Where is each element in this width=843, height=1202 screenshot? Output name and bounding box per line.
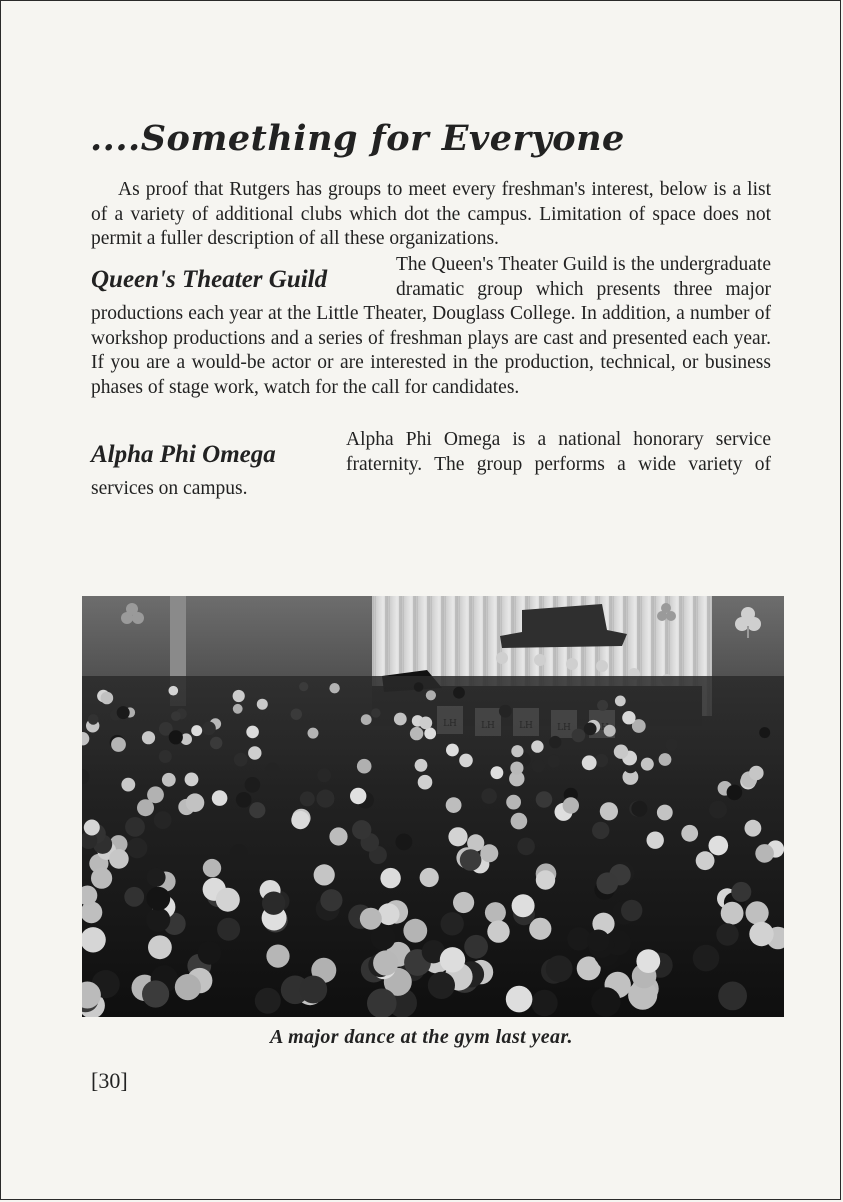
dancer-head — [410, 727, 423, 740]
section-alpha-phi-omega — [91, 428, 771, 502]
dancer-head — [718, 982, 747, 1011]
dancer-head — [420, 868, 439, 887]
dancer-head — [245, 777, 261, 793]
dancer-head — [291, 709, 302, 720]
dancer-head — [121, 778, 135, 792]
dancer-head — [248, 746, 261, 759]
dancer-head — [512, 894, 535, 917]
dancer-head — [230, 844, 248, 862]
dancer-head — [716, 923, 738, 945]
dancer-head — [681, 825, 698, 842]
dancer-head — [749, 922, 773, 946]
dancer-head — [291, 811, 309, 829]
dancer-head — [317, 768, 331, 782]
dancer-head — [572, 729, 586, 743]
dancer-head — [142, 980, 169, 1007]
dancer-head — [246, 726, 259, 739]
dancer-head — [546, 955, 573, 982]
dancer-head — [596, 872, 618, 894]
dancer-head — [127, 838, 148, 859]
dancer-head — [257, 699, 268, 710]
dancer-head — [531, 990, 557, 1016]
dancer-head — [592, 822, 609, 839]
dancer-head — [329, 683, 339, 693]
dancer-head — [159, 750, 172, 763]
section-heading: Queen's Theater Guild — [91, 266, 328, 293]
dancer-head — [584, 723, 597, 736]
dancer-head — [91, 868, 112, 889]
dancer-head — [631, 801, 647, 817]
dancer-head — [481, 788, 497, 804]
dancer-head — [415, 759, 428, 772]
dancer-head — [361, 714, 372, 725]
dancer-head — [414, 682, 424, 692]
dancer-head — [506, 795, 521, 810]
section-body: Alpha Phi Omega is a national honorary service fraternity. The group performs a wide variety of services on campus. — [91, 429, 771, 499]
dance-photo — [82, 596, 784, 1017]
section-heading: Alpha Phi Omega — [91, 441, 276, 468]
dancer-head — [464, 935, 488, 959]
dancer-head — [615, 696, 626, 707]
dancer-head — [604, 725, 616, 737]
dancer-head — [511, 745, 523, 757]
dancer-head — [299, 976, 327, 1004]
dancer-head — [657, 805, 673, 821]
dancer-head — [320, 889, 342, 911]
dancer-head — [101, 692, 114, 705]
dancer-head — [185, 773, 199, 787]
dancer-head — [357, 759, 372, 774]
dancer-head — [460, 849, 482, 871]
dancer-head — [147, 786, 164, 803]
dancer-head — [597, 700, 608, 711]
dancer-head — [536, 870, 555, 889]
dancer-head — [510, 762, 523, 775]
dancer-head — [622, 711, 635, 724]
dancer-head — [453, 892, 474, 913]
dancer-head — [234, 753, 248, 767]
page-number: [30] — [91, 1068, 128, 1093]
dancer-head — [171, 711, 181, 721]
dancer-head — [721, 902, 744, 925]
dancer-head — [440, 947, 465, 972]
dancer-head — [367, 989, 397, 1018]
dancer-head — [403, 919, 427, 943]
dancer-head — [217, 918, 240, 941]
dancer-head — [109, 849, 129, 869]
dancer-head — [745, 820, 762, 837]
dancer-head — [446, 744, 459, 757]
dancer-head — [441, 912, 464, 935]
dancer-head — [549, 736, 561, 748]
dancer-head — [532, 759, 545, 772]
dancer-head — [162, 773, 176, 787]
dancer-head — [418, 775, 433, 790]
dancer-head — [459, 754, 473, 768]
dancer-head — [233, 690, 245, 702]
dancer-head — [360, 908, 382, 930]
dancer-head — [665, 738, 677, 750]
dancer-head — [169, 730, 183, 744]
dancer-head — [316, 790, 334, 808]
dancer-head — [88, 714, 99, 725]
dancer-head — [147, 868, 166, 887]
dancer-head — [480, 844, 498, 862]
dancer-head — [755, 844, 774, 863]
dancer-head — [446, 797, 462, 813]
dancer-head — [511, 813, 528, 830]
dancer-head — [426, 690, 436, 700]
dancer-head — [567, 927, 590, 950]
dancer-head — [709, 801, 727, 819]
dancer-head — [266, 945, 289, 968]
dancer-head — [746, 901, 769, 924]
dancer-head — [329, 827, 347, 845]
dancer-head — [169, 686, 179, 696]
dancer-head — [249, 802, 265, 818]
dancer-head — [448, 827, 467, 846]
dancer-head — [419, 717, 432, 730]
dancer-head — [117, 706, 130, 719]
dancer-head — [352, 820, 371, 839]
dancer-head — [614, 745, 628, 759]
dancer-head — [709, 836, 729, 856]
dancer-head — [517, 838, 535, 856]
dancer-head — [563, 797, 579, 813]
dancer-head — [236, 792, 252, 808]
dancer-head — [453, 687, 465, 699]
dancer-head — [233, 704, 243, 714]
dancer-head — [373, 950, 398, 975]
dancer-head — [111, 737, 126, 752]
dancer-head — [202, 722, 216, 736]
dancer-head — [262, 892, 285, 915]
dancer-head — [255, 988, 281, 1014]
dancer-head — [210, 737, 222, 749]
dancer-head — [600, 802, 618, 820]
dancer-head — [371, 708, 381, 718]
dancer-head — [591, 987, 620, 1016]
dancer-head — [696, 851, 715, 870]
dancer-head — [146, 908, 170, 932]
intro-paragraph: As proof that Rutgers has groups to meet every freshman's interest, below is a list of a variety of additional clubs which dot the campus. Limitation of space does not permit a fuller description of all these organizations. — [91, 179, 771, 249]
dancer-head — [595, 754, 608, 767]
dancer-head — [428, 972, 455, 999]
dancer-head — [212, 790, 228, 806]
dancer-head — [142, 731, 155, 744]
section-queens-theater-guild — [91, 253, 771, 400]
section-body: The Queen's Theater Guild is the undergraduate dramatic group which presents three major productions each year at the Little Theater, Douglass College. In addition, a number of workshop productions and a series of freshman plays are cast and presented each year. If you are a would-be actor or are interested in the production, technical, or business phases of stage work, watch for the call for candidates. — [91, 254, 771, 398]
dancer-head — [308, 728, 319, 739]
dancer-head — [299, 682, 308, 691]
dancer-head — [84, 820, 100, 836]
dancer-head — [587, 930, 609, 952]
dancer-head — [759, 727, 770, 738]
dancer-head — [621, 900, 642, 921]
dancer-head — [125, 817, 145, 837]
dancer-head — [693, 945, 720, 972]
dancer-head — [146, 887, 170, 911]
dancer-head — [531, 740, 543, 752]
page-title: ....Something for Everyone — [90, 118, 625, 159]
dancer-head — [216, 888, 240, 912]
dancer-head — [154, 811, 172, 829]
dancer-head — [175, 974, 201, 1000]
dancer-head — [314, 864, 335, 885]
dancer-head — [536, 791, 553, 808]
dancer-head — [350, 788, 366, 804]
dancer-head — [491, 766, 504, 779]
dancer-head — [485, 902, 506, 923]
dancer-head — [266, 763, 280, 777]
dancer-head — [727, 785, 743, 801]
dancer-head — [394, 713, 407, 726]
dancer-head — [487, 920, 509, 942]
dance-photo-illustration — [82, 596, 784, 1017]
photo-caption: A major dance at the gym last year. — [270, 1026, 573, 1048]
dancer-head — [148, 935, 172, 959]
dancer-head — [499, 705, 512, 718]
dancer-head — [749, 766, 764, 781]
dancer-head — [396, 834, 413, 851]
dancer-head — [300, 791, 315, 806]
dancer-head — [547, 755, 560, 768]
dancer-head — [186, 793, 205, 812]
dancer-head — [582, 755, 597, 770]
dancer-head — [731, 882, 751, 902]
dancer-head — [124, 887, 144, 907]
dancer-head — [641, 758, 654, 771]
dancer-head — [636, 949, 660, 973]
dancer-head — [198, 941, 222, 965]
dancer-head — [659, 753, 672, 766]
dancer-head — [203, 859, 221, 877]
dancer-head — [380, 868, 400, 888]
dancer-head — [506, 986, 533, 1013]
dancer-head — [191, 725, 202, 736]
dancer-head — [647, 832, 664, 849]
